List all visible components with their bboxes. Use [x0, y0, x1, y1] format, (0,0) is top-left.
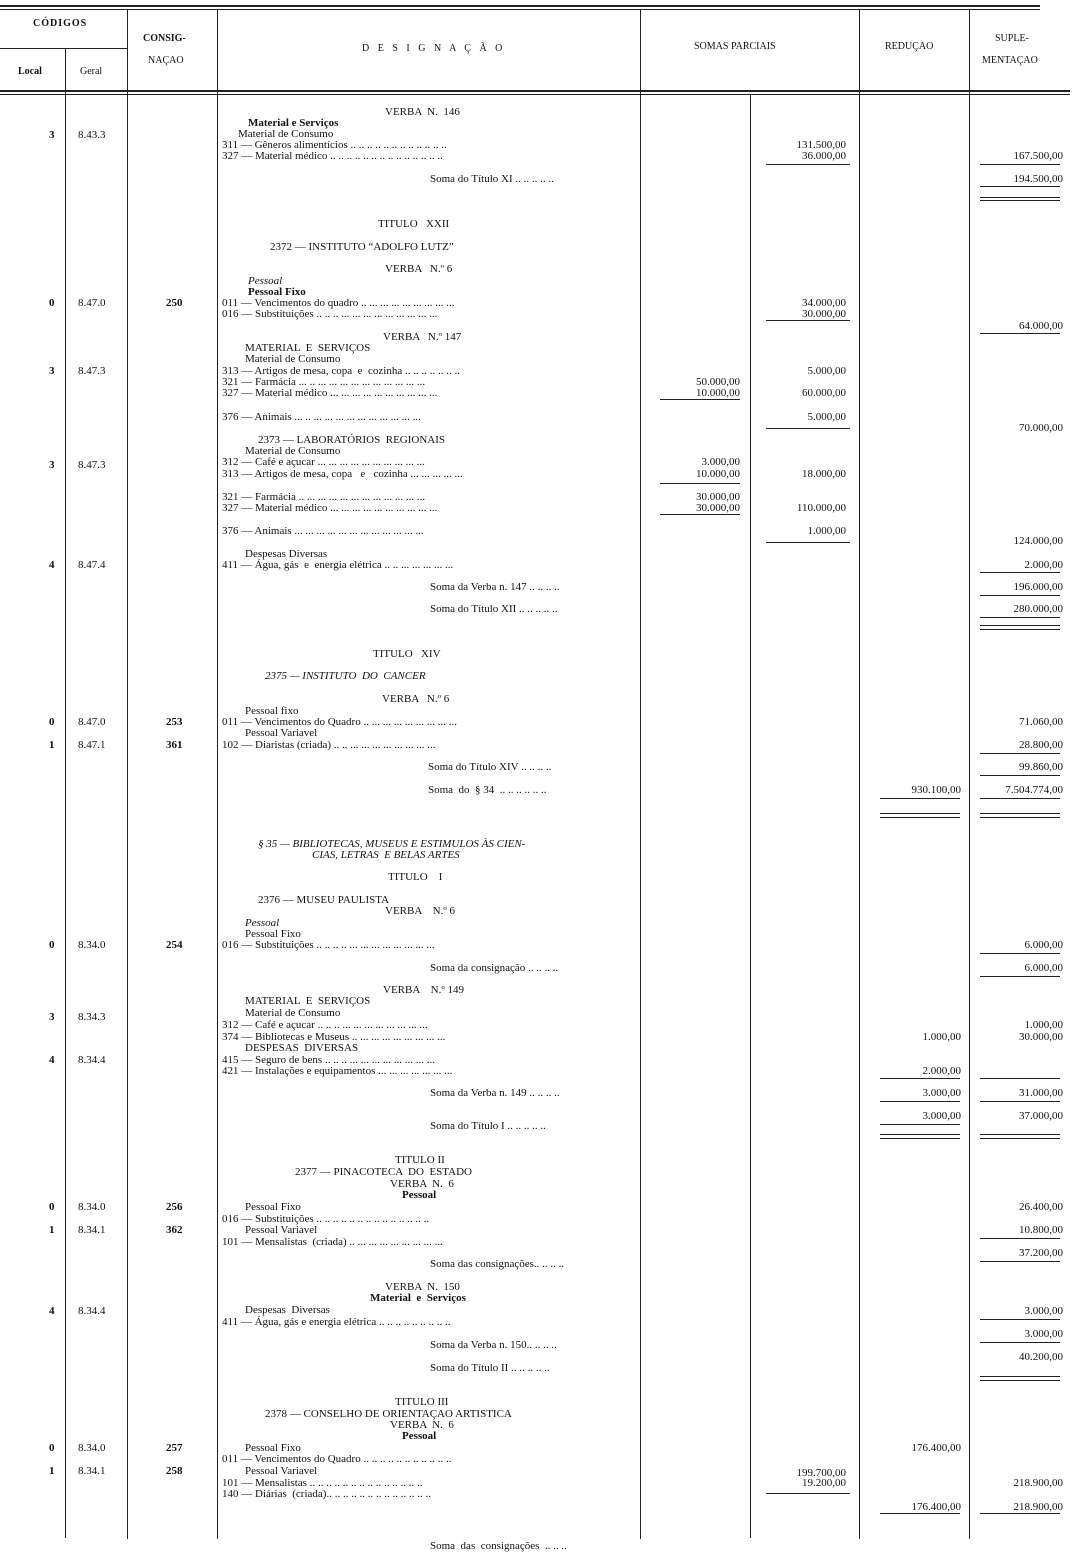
- col-sep-geral: [127, 9, 128, 1539]
- sum-rule: [980, 813, 1060, 814]
- sum-rule: [766, 320, 850, 321]
- sum-rule: [880, 813, 960, 814]
- sum-rule: [766, 542, 850, 543]
- row-designacao: Soma da Verba n. 147 .. .. .. ..: [430, 581, 560, 593]
- sum-rule: [980, 1376, 1060, 1377]
- sum-rule: [880, 1078, 960, 1079]
- row-consignacao: 258: [166, 1465, 183, 1477]
- header-geral: Geral: [80, 66, 103, 77]
- row-suplementacao: 6.000,00: [1024, 962, 1063, 974]
- row-designacao: TITULO I: [388, 871, 443, 883]
- row-soma-parcial-1: 30.000,00: [696, 502, 740, 514]
- row-designacao: MATERIAL E SERVIÇOS: [245, 995, 371, 1007]
- sum-rule: [980, 197, 1060, 198]
- row-designacao: Soma da Verba n. 150.. .. .. ..: [430, 1339, 557, 1351]
- row-designacao: CIAS, LETRAS E BELAS ARTES: [312, 849, 460, 861]
- sum-rule: [980, 164, 1060, 165]
- row-designacao: 415 — Seguro de bens .. .. .. ... ... ... ... ... ... ... ...: [222, 1054, 435, 1066]
- row-designacao: DESPESAS DIVERSAS: [245, 1042, 359, 1054]
- row-designacao: Material e Serviços: [248, 117, 339, 129]
- row-designacao: § 35 — BIBLIOTECAS, MUSEUS E ESTIMULOS ÀS CIEN-: [258, 838, 526, 850]
- row-designacao: 2376 — MUSEU PAULISTA: [258, 894, 390, 906]
- row-local-code: 3: [49, 1011, 55, 1023]
- header-consig-2: NAÇAO: [148, 55, 184, 66]
- row-suplementacao: 218.900,00: [1013, 1501, 1063, 1513]
- row-designacao: 312 — Café e açucar ... ... ... ... ... ... ... ... ... ...: [222, 456, 425, 468]
- row-designacao: 011 — Vencimentos do quadro .. ... ... ... ... ... ... ... ...: [222, 297, 455, 309]
- sum-rule: [980, 595, 1060, 596]
- row-suplementacao: 6.000,00: [1024, 939, 1063, 951]
- row-suplementacao: 194.500,00: [1013, 173, 1063, 185]
- row-local-code: 0: [49, 939, 55, 951]
- sum-rule: [980, 817, 1060, 818]
- row-designacao: 327 — Material médico ... ... ... ... ... ... ... ... ... ...: [222, 502, 438, 514]
- row-suplementacao: 26.400,00: [1019, 1201, 1063, 1213]
- row-soma-parcial-2: 5.000,00: [807, 411, 846, 423]
- sum-rule: [766, 164, 850, 165]
- row-local-code: 0: [49, 1201, 55, 1213]
- row-designacao: TITULO II: [395, 1154, 445, 1166]
- sum-rule: [980, 1513, 1060, 1514]
- row-designacao: VERBA N. 150: [385, 1281, 460, 1293]
- row-designacao: 411 — Água, gás e energia elétrica .. .. ... ... ... ... ...: [222, 559, 454, 571]
- row-suplementacao: 28.800,00: [1019, 739, 1063, 751]
- row-designacao: Material e Serviços: [370, 1292, 466, 1304]
- sum-rule: [980, 953, 1060, 954]
- row-designacao: Pessoal Variavel: [245, 727, 318, 739]
- row-reducao: 176.400,00: [911, 1501, 961, 1513]
- row-designacao: 327 — Material médico .. .. .. .. .. .. .. .. .. .. .. .. .. ..: [222, 150, 443, 162]
- row-designacao: 140 — Diárias (criada).. .. .. .. .. .. .. .. .. .. .. .. ..: [222, 1488, 431, 1500]
- row-reducao: 2.000,00: [922, 1065, 961, 1077]
- sum-rule: [980, 572, 1060, 573]
- row-designacao: 011 — Vencimentos do Quadro .. .. .. .. .. .. .. .. .. .. ..: [222, 1453, 452, 1465]
- row-designacao: 312 — Café e açucar .. .. .. ... ... ... ... ... ... ... ...: [222, 1019, 428, 1031]
- row-soma-parcial-2: 131.500,00: [796, 139, 846, 151]
- row-suplementacao: 280.000,00: [1013, 603, 1063, 615]
- header-suple-1: SUPLE-: [995, 33, 1029, 44]
- row-geral-code: 8.47.4: [78, 559, 106, 571]
- sum-rule: [660, 483, 740, 484]
- row-reducao: 1.000,00: [922, 1031, 961, 1043]
- row-designacao: Soma das consignações.. .. .. ..: [430, 1258, 565, 1270]
- row-soma-parcial-1: 50.000,00: [696, 376, 740, 388]
- codigos-rule: [0, 48, 127, 49]
- row-geral-code: 8.47.1: [78, 739, 106, 751]
- row-reducao: 3.000,00: [922, 1087, 961, 1099]
- sum-rule: [980, 1101, 1060, 1102]
- row-designacao: Despesas Diversas: [245, 1304, 330, 1316]
- row-suplementacao: 1.000,00: [1024, 1019, 1063, 1031]
- sum-rule: [980, 333, 1060, 334]
- row-local-code: 1: [49, 1465, 55, 1477]
- row-designacao: TITULO XIV: [373, 648, 441, 660]
- row-designacao: Material de Consumo: [245, 445, 341, 457]
- row-local-code: 0: [49, 716, 55, 728]
- row-designacao: VERBA N.º 6: [382, 693, 450, 705]
- row-designacao: Despesas Diversas: [245, 548, 328, 560]
- row-designacao: TITULO XXII: [378, 218, 450, 230]
- sum-rule: [980, 1134, 1060, 1135]
- sum-rule: [980, 1380, 1060, 1381]
- sum-rule: [980, 1138, 1060, 1139]
- sum-rule: [880, 1513, 960, 1514]
- row-designacao: VERBA N.º 147: [383, 331, 462, 343]
- sum-rule: [980, 186, 1060, 187]
- sum-rule: [980, 1319, 1060, 1320]
- sum-rule: [980, 798, 1060, 799]
- row-designacao: 2377 — PINACOTECA DO ESTADO: [295, 1166, 472, 1178]
- row-designacao: Pessoal: [402, 1430, 437, 1442]
- row-soma-parcial-2: 30.000,00: [802, 308, 846, 320]
- row-reducao: 930.100,00: [911, 784, 961, 796]
- col-sep-desig: [640, 9, 641, 1539]
- row-geral-code: 8.34.0: [78, 1201, 106, 1213]
- col-sep-consig: [217, 9, 218, 1539]
- sum-rule: [660, 514, 740, 515]
- row-designacao: VERBA N. 146: [385, 106, 460, 118]
- row-geral-code: 8.34.0: [78, 939, 106, 951]
- sum-rule: [660, 399, 740, 400]
- row-designacao: Pessoal Fixo: [245, 928, 301, 940]
- row-designacao: 101 — Mensalistas (criada) .. ... ... ... ... ... ... ... ...: [222, 1236, 443, 1248]
- row-designacao: 2375 — INSTITUTO DO CANCER: [265, 670, 426, 682]
- row-designacao: 016 — Substituições .. .. .. .. ... ... ... ... ... ... ... ...: [222, 939, 435, 951]
- row-geral-code: 8.34.1: [78, 1465, 106, 1477]
- row-suplementacao: 2.000,00: [1024, 559, 1063, 571]
- row-designacao: 102 — Diaristas (criada) .. .. ... ... ... ... ... ... ... ...: [222, 739, 436, 751]
- header-local: Local: [18, 66, 42, 77]
- row-designacao: Pessoal: [248, 275, 283, 287]
- row-geral-code: 8.34.4: [78, 1054, 106, 1066]
- sum-rule: [766, 1493, 850, 1494]
- row-suplementacao: 3.000,00: [1024, 1305, 1063, 1317]
- row-designacao: 376 — Animais ... .. ... ... ... ... ... ... ... ... ... ...: [222, 411, 421, 423]
- sum-rule: [980, 976, 1060, 977]
- row-local-code: 4: [49, 1305, 55, 1317]
- col-sep-somas1: [750, 94, 751, 1538]
- row-soma-parcial-2: 5.000,00: [807, 365, 846, 377]
- row-designacao: Soma do Título I .. .. .. .. ..: [430, 1120, 546, 1132]
- row-local-code: 4: [49, 559, 55, 571]
- sum-rule: [980, 1078, 1060, 1079]
- row-designacao: 313 — Artigos de mesa, copa e cozinha .. .. .. .. .. .. ..: [222, 365, 460, 377]
- row-designacao: Material de Consumo: [245, 1007, 341, 1019]
- row-designacao: 011 — Vencimentos do Quadro .. ... ... ... ... ... ... ... ...: [222, 716, 457, 728]
- row-suplementacao: 99.860,00: [1019, 761, 1063, 773]
- row-suplementacao: 30.000,00: [1019, 1031, 1063, 1043]
- header-bottom-rule: [0, 90, 1070, 92]
- top-rule-2: [0, 9, 1040, 10]
- row-designacao: Pessoal Fixo: [245, 1201, 301, 1213]
- row-consignacao: 254: [166, 939, 183, 951]
- row-designacao: Soma do § 34 .. .. .. .. .. ..: [428, 784, 547, 796]
- row-designacao: 327 — Material médico ... ... ... ... ... ... ... ... ... ...: [222, 387, 438, 399]
- row-designacao: VERBA N. 6: [390, 1419, 454, 1431]
- header-bottom-rule-2: [0, 94, 1070, 95]
- row-designacao: 311 — Gêneros alimentícios .. .. .. .. .. .. .. .. .. .. .. ..: [222, 139, 447, 151]
- row-geral-code: 8.34.0: [78, 1442, 106, 1454]
- row-designacao: 313 — Artigos de mesa, copa e cozinha ... ... ... ... ...: [222, 468, 463, 480]
- row-designacao: MATERIAL E SERVIÇOS: [245, 342, 371, 354]
- sum-rule: [980, 200, 1060, 201]
- row-consignacao: 361: [166, 739, 183, 751]
- row-designacao: Soma do Título XIV .. .. .. ..: [428, 761, 552, 773]
- row-geral-code: 8.47.3: [78, 459, 106, 471]
- row-designacao: 016 — Substituições .. .. .. ... ... ... ... ... ... ... ... ...: [222, 308, 438, 320]
- row-soma-parcial-2: 19.200,00: [802, 1477, 846, 1489]
- sum-rule: [766, 428, 850, 429]
- row-suplementacao: 196.000,00: [1013, 581, 1063, 593]
- row-geral-code: 8.47.3: [78, 365, 106, 377]
- col-sep-reducao: [969, 9, 970, 1539]
- row-designacao: Soma da consignação .. .. .. ..: [430, 962, 559, 974]
- sum-rule: [980, 617, 1060, 618]
- row-designacao: 411 — Água, gás e energia elétrica .. .. .. .. .. .. .. .. ..: [222, 1316, 451, 1328]
- row-soma-parcial-2: 1.000,00: [807, 525, 846, 537]
- row-designacao: Pessoal: [402, 1189, 437, 1201]
- row-local-code: 3: [49, 365, 55, 377]
- row-designacao: Pessoal: [245, 917, 280, 929]
- row-suplementacao: 70.000,00: [1019, 422, 1063, 434]
- row-suplementacao: 71.060,00: [1019, 716, 1063, 728]
- row-designacao: Soma da Verba n. 149 .. .. .. ..: [430, 1087, 560, 1099]
- row-suplementacao: 37.000,00: [1019, 1110, 1063, 1122]
- row-local-code: 0: [49, 297, 55, 309]
- row-soma-parcial-2: 18.000,00: [802, 468, 846, 480]
- row-suplementacao: 167.500,00: [1013, 150, 1063, 162]
- row-geral-code: 8.34.3: [78, 1011, 106, 1023]
- row-designacao: 016 — Substituições .. .. .. .. .. .. .. .. .. .. .. .. .. ..: [222, 1213, 430, 1225]
- row-reducao: 3.000,00: [922, 1110, 961, 1122]
- sum-rule: [880, 798, 960, 799]
- row-suplementacao: 7.504.774,00: [1005, 784, 1063, 796]
- col-sep-somas: [859, 9, 860, 1539]
- row-local-code: 3: [49, 129, 55, 141]
- row-soma-parcial-2: 110.000,00: [796, 502, 846, 514]
- sum-rule: [980, 753, 1060, 754]
- row-soma-parcial-1: 3.000,00: [701, 456, 740, 468]
- row-designacao: 2378 — CONSELHO DE ORIENTAÇAO ARTISTICA: [265, 1408, 512, 1420]
- row-suplementacao: 37.200,00: [1019, 1247, 1063, 1259]
- row-consignacao: 362: [166, 1224, 183, 1236]
- sum-rule: [880, 1124, 960, 1125]
- row-geral-code: 8.43.3: [78, 129, 106, 141]
- sum-rule: [980, 625, 1060, 626]
- row-designacao: VERBA N.º 149: [383, 984, 465, 996]
- row-suplementacao: 64.000,00: [1019, 320, 1063, 332]
- row-designacao: Soma do Título XI .. .. .. .. ..: [430, 173, 554, 185]
- row-designacao: 321 — Farmácia ... .. ... ... ... ... ... ... ... ... ... ...: [222, 376, 426, 388]
- row-geral-code: 8.47.0: [78, 716, 106, 728]
- row-soma-parcial-1: 10.000,00: [696, 468, 740, 480]
- row-designacao: Material de Consumo: [238, 128, 334, 140]
- top-rule: [0, 5, 1040, 7]
- header-reducao: REDUÇAO: [885, 41, 934, 52]
- row-designacao: 374 — Bibliotecas e Museus .. ... ... ... ... ... ... ... ...: [222, 1031, 446, 1043]
- header-designacao: D E S I G N A Ç Ã O: [362, 43, 506, 54]
- sum-rule: [880, 1138, 960, 1139]
- row-consignacao: 256: [166, 1201, 183, 1213]
- row-geral-code: 8.47.0: [78, 297, 106, 309]
- row-suplementacao: 218.900,00: [1013, 1477, 1063, 1489]
- header-consig-1: CONSIG-: [143, 33, 186, 44]
- row-consignacao: 257: [166, 1442, 183, 1454]
- row-designacao: Material de Consumo: [245, 353, 341, 365]
- sum-rule: [980, 775, 1060, 776]
- row-local-code: 1: [49, 739, 55, 751]
- sum-rule: [980, 629, 1060, 630]
- sum-rule: [880, 1101, 960, 1102]
- row-local-code: 3: [49, 459, 55, 471]
- row-designacao: 321 — Farmácia .. ... ... ... ... ... ... ... ... ... ... ...: [222, 491, 426, 503]
- row-geral-code: 8.34.4: [78, 1305, 106, 1317]
- row-suplementacao: 124.000,00: [1013, 535, 1063, 547]
- sum-rule: [980, 1238, 1060, 1239]
- row-designacao: Pessoal Fixo: [248, 286, 306, 298]
- row-geral-code: 8.34.1: [78, 1224, 106, 1236]
- sum-rule: [980, 1342, 1060, 1343]
- row-designacao: Pessoal fixo: [245, 705, 299, 717]
- row-designacao: Soma do Título II .. .. .. .. ..: [430, 1362, 550, 1374]
- col-sep-local: [65, 48, 66, 1538]
- row-designacao: 2372 — INSTITUTO “ADOLFO LUTZ”: [270, 241, 454, 253]
- row-local-code: 0: [49, 1442, 55, 1454]
- row-suplementacao: 40.200,00: [1019, 1351, 1063, 1363]
- row-consignacao: 253: [166, 716, 183, 728]
- row-local-code: 4: [49, 1054, 55, 1066]
- sum-rule: [880, 1134, 960, 1135]
- row-local-code: 1: [49, 1224, 55, 1236]
- sum-rule: [880, 817, 960, 818]
- row-soma-parcial-1: 10.000,00: [696, 387, 740, 399]
- row-suplementacao: 31.000,00: [1019, 1087, 1063, 1099]
- row-designacao: Soma do Título XII .. .. .. .. ..: [430, 603, 558, 615]
- row-designacao: 376 — Animais ... ... ... ... ... ... ... ... ... ... ... ...: [222, 525, 424, 537]
- row-designacao: Pessoal Fixo: [245, 1442, 301, 1454]
- row-designacao: 2373 — LABORATÓRIOS REGIONAIS: [258, 434, 446, 446]
- header-suple-2: MENTAÇAO: [982, 55, 1038, 66]
- row-soma-parcial-1: 30.000,00: [696, 491, 740, 503]
- row-designacao: 421 — Instalações e equipamentos ... ... ... ... ... ... ...: [222, 1065, 453, 1077]
- row-soma-parcial-2: 60.000,00: [802, 387, 846, 399]
- row-soma-parcial-2: 199.700,00: [796, 1467, 846, 1479]
- sum-rule: [980, 1261, 1060, 1262]
- row-designacao: VERBA N. 6: [390, 1178, 454, 1190]
- row-designacao: Soma das consignações .. .. ..: [430, 1540, 567, 1552]
- header-somas: SOMAS PARCIAIS: [694, 41, 776, 52]
- row-designacao: VERBA N.º 6: [385, 263, 453, 275]
- row-designacao: 101 — Mensalistas .. .. .. .. .. .. .. .. .. .. .. .. .. ..: [222, 1477, 423, 1489]
- row-designacao: TITULO III: [395, 1396, 449, 1408]
- header-codigos: CÓDIGOS: [33, 18, 88, 29]
- row-reducao: 176.400,00: [911, 1442, 961, 1454]
- row-consignacao: 250: [166, 297, 183, 309]
- row-soma-parcial-2: 36.000,00: [802, 150, 846, 162]
- row-suplementacao: 3.000,00: [1024, 1328, 1063, 1340]
- row-designacao: VERBA N.º 6: [385, 905, 456, 917]
- row-suplementacao: 10.800,00: [1019, 1224, 1063, 1236]
- row-designacao: Pessoal Variavel: [245, 1465, 318, 1477]
- row-designacao: Pessoal Variavel: [245, 1224, 318, 1236]
- row-soma-parcial-2: 34.000,00: [802, 297, 846, 309]
